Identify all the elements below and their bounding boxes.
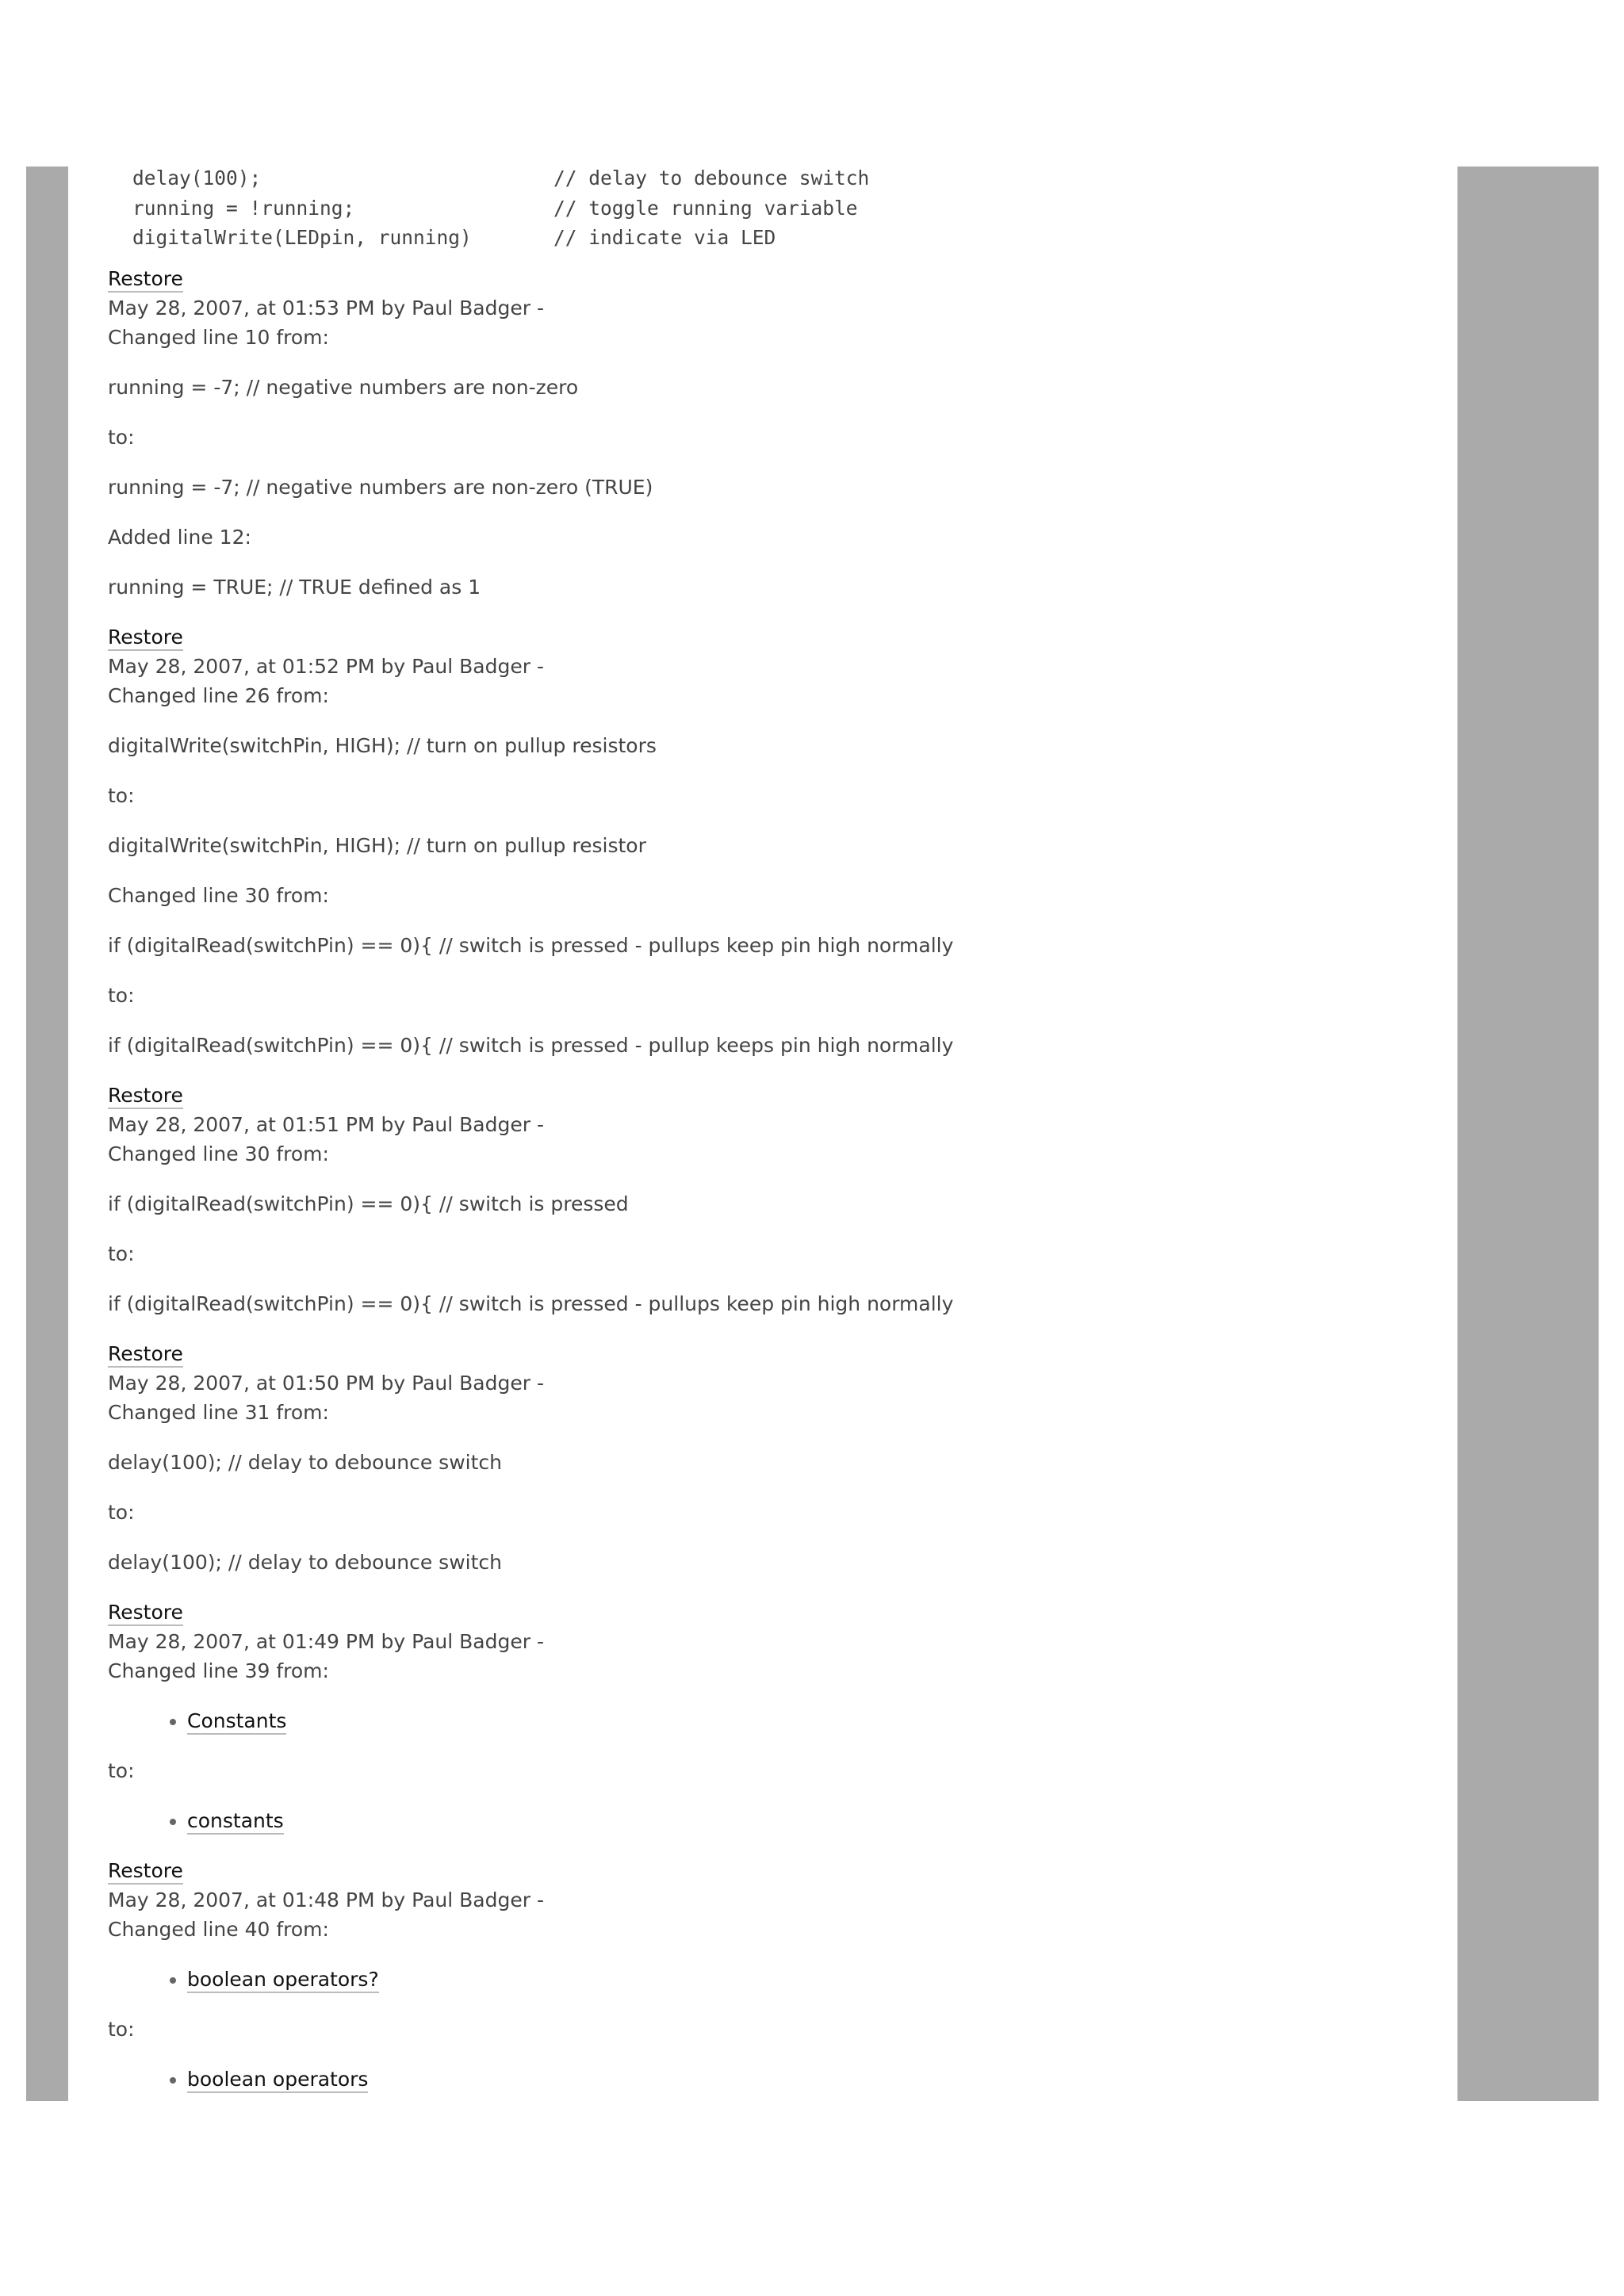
new-line: digitalWrite(switchPin, HIGH); // turn on pullup resistor [108, 833, 646, 857]
old-line: delay(100); // delay to debounce switch [108, 1450, 502, 1474]
revision-meta: May 28, 2007, at 01:53 PM by Paul Badger - [108, 296, 544, 320]
to-label: to: [108, 783, 135, 807]
new-line: if (digitalRead(switchPin) == 0){ // switch is pressed - pullups keep pin high normally [108, 1292, 954, 1315]
revision-meta: May 28, 2007, at 01:50 PM by Paul Badger - [108, 1371, 544, 1395]
constants-link[interactable]: Constants [187, 1709, 286, 1735]
new-line: if (digitalRead(switchPin) == 0){ // switch is pressed - pullup keeps pin high normally [108, 1033, 954, 1057]
change-header: Changed line 30 from: [108, 1142, 329, 1165]
boolean-operators-link[interactable]: boolean operators [187, 2067, 368, 2093]
history-entry [108, 264, 1440, 602]
revision-meta: May 28, 2007, at 01:48 PM by Paul Badger - [108, 1888, 544, 1911]
revision-meta: May 28, 2007, at 01:51 PM by Paul Badger - [108, 1112, 544, 1136]
revision-meta: May 28, 2007, at 01:52 PM by Paul Badger - [108, 654, 544, 678]
new-line: running = -7; // negative numbers are non-zero (TRUE) [108, 475, 653, 499]
right-sidebar-bar [1457, 166, 1599, 2101]
history-entry [108, 1856, 1440, 2094]
restore-link[interactable]: Restore [108, 1600, 183, 1626]
old-line: if (digitalRead(switchPin) == 0){ // switch is pressed [108, 1192, 629, 1215]
code-snippet [108, 163, 1440, 253]
change-header: Changed line 30 from: [108, 883, 329, 907]
old-line: running = -7; // negative numbers are non-zero [108, 375, 579, 399]
list-item [187, 1806, 1440, 1835]
to-label: to: [108, 1242, 135, 1265]
old-list [108, 1965, 1440, 1994]
history-entry [108, 1339, 1440, 1577]
to-label: to: [108, 2017, 135, 2041]
code-line: delay(100); // delay to debounce switch [132, 166, 870, 189]
change-header: Changed line 40 from: [108, 1917, 329, 1941]
left-sidebar-bar [26, 166, 68, 2101]
history-entry [108, 622, 1440, 1060]
list-item [187, 2064, 1440, 2094]
change-header: Changed line 10 from: [108, 325, 329, 349]
old-line: if (digitalRead(switchPin) == 0){ // switch is pressed - pullups keep pin high normally [108, 933, 954, 957]
code-line: running = !running; // toggle running variable [132, 196, 858, 220]
restore-link[interactable]: Restore [108, 1341, 183, 1368]
boolean-operators-link[interactable]: boolean operators? [187, 1967, 379, 1993]
new-line: delay(100); // delay to debounce switch [108, 1550, 502, 1574]
page-history-content [108, 163, 1440, 2114]
restore-link[interactable]: Restore [108, 1083, 183, 1109]
change-header: Changed line 31 from: [108, 1400, 329, 1424]
code-line: digitalWrite(LEDpin, running) // indicate via LED [132, 226, 776, 249]
restore-link[interactable]: Restore [108, 266, 183, 293]
new-list [108, 2064, 1440, 2094]
list-item [187, 1965, 1440, 1994]
history-entry [108, 1081, 1440, 1318]
revision-meta: May 28, 2007, at 01:49 PM by Paul Badger - [108, 1629, 544, 1653]
to-label: to: [108, 1758, 135, 1782]
change-header: Changed line 39 from: [108, 1659, 329, 1682]
to-label: to: [108, 983, 135, 1007]
history-entry [108, 1598, 1440, 1835]
to-label: to: [108, 1500, 135, 1524]
list-item [187, 1706, 1440, 1735]
added-line: running = TRUE; // TRUE defined as 1 [108, 575, 481, 599]
constants-link[interactable]: constants [187, 1808, 284, 1835]
change-header: Changed line 26 from: [108, 683, 329, 707]
restore-link[interactable]: Restore [108, 1858, 183, 1885]
restore-link[interactable]: Restore [108, 625, 183, 651]
to-label: to: [108, 425, 135, 449]
old-line: digitalWrite(switchPin, HIGH); // turn on pullup resistors [108, 733, 657, 757]
change-header: Added line 12: [108, 525, 251, 549]
new-list [108, 1806, 1440, 1835]
old-list [108, 1706, 1440, 1735]
